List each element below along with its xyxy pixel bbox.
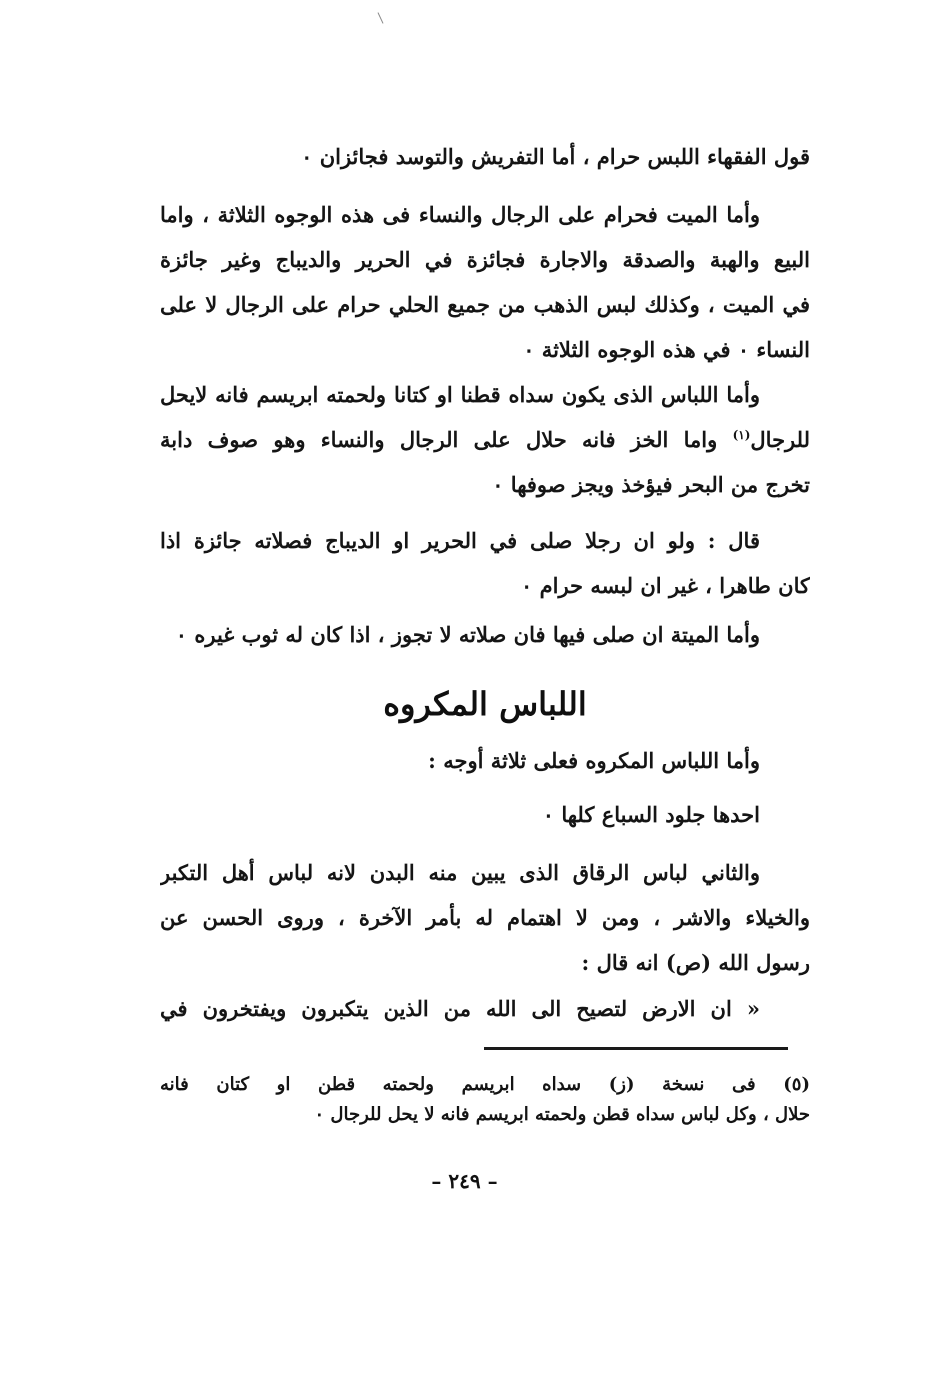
paragraph-4 <box>160 518 810 608</box>
paragraph-8 <box>160 850 810 985</box>
text-line: في الميت ، وكذلك لبس الذهب من جميع الحلي حرام على الرجال لا على <box>160 292 810 317</box>
paragraph-9 <box>160 986 810 1031</box>
paragraph-2 <box>160 192 810 372</box>
text-fragment: للرجال <box>750 427 810 452</box>
text-line: رسول الله (ص) انه قال : <box>581 950 810 975</box>
paragraph-5 <box>160 612 810 657</box>
paragraph-6 <box>160 738 810 783</box>
footnote-divider <box>484 1047 788 1050</box>
paragraph-1 <box>160 134 810 179</box>
text-line: البيع والهبة والصدقة والاجارة فجائزة في الحرير والديباج وغير جائزة <box>160 247 810 272</box>
paragraph-3 <box>160 372 810 507</box>
text-line: وأما اللباس المكروه فعلى ثلاثة أوجه : <box>428 748 760 773</box>
text-line: والثاني لباس الرقاق الذى يبين منه البدن لانه لباس أهل التكبر <box>160 860 760 885</box>
text-line: والخيلاء والاشر ، ومن لا اهتمام له بأمر الآخرة ، وروى الحسن عن <box>160 905 810 930</box>
text-line: وأما الميت فحرام على الرجال والنساء فى هذه الوجوه الثلاثة ، واما <box>160 202 760 227</box>
paper-speck <box>378 12 384 23</box>
text-line: قول الفقهاء اللبس حرام ، أما التفريش والتوسد فجائزان ٠ <box>301 144 810 169</box>
footnote-line: (٥) فى نسخة (ز) سداه ابريسم ولحمته قطن او كتان فانه <box>160 1074 810 1095</box>
text-line: النساء ٠ في هذه الوجوه الثلاثة ٠ <box>523 337 810 362</box>
footnote-line: حلال ، وكل لباس سداه قطن ولحمته ابريسم فانه لا يحل للرجال ٠ <box>314 1104 810 1125</box>
text-line-with-footnote <box>160 417 810 462</box>
text-line: وأما اللباس الذى يكون سداه قطنا او كتانا ولحمته ابريسم فانه لايحل <box>160 382 760 407</box>
text-line: تخرج من البحر فيؤخذ ويجز صوفها ٠ <box>492 472 810 497</box>
text-line: قال : ولو ان رجلا صلى في الحرير او الديباج فصلاته جائزة اذا <box>160 528 760 553</box>
text-line: « ان الارض لتصيح الى الله من الذين يتكبرون ويفتخرون في <box>160 996 760 1021</box>
section-heading: اللباس المكروه <box>383 685 587 723</box>
page-number: – ٢٤٩ – <box>431 1169 498 1193</box>
text-line: كان طاهرا ، غير ان لبسه حرام ٠ <box>521 573 810 598</box>
text-fragment: واما الخز فانه حلال على الرجال والنساء وهو صوف دابة <box>160 427 733 452</box>
text-line: وأما الميتة ان صلى فيها فان صلاته لا تجوز ، اذا كان له ثوب غيره ٠ <box>175 622 760 647</box>
footnote-marker: (١) <box>732 428 751 442</box>
paragraph-7 <box>160 792 810 837</box>
footnote <box>160 1070 810 1130</box>
text-line: احدها جلود السباع كلها ٠ <box>542 802 760 827</box>
